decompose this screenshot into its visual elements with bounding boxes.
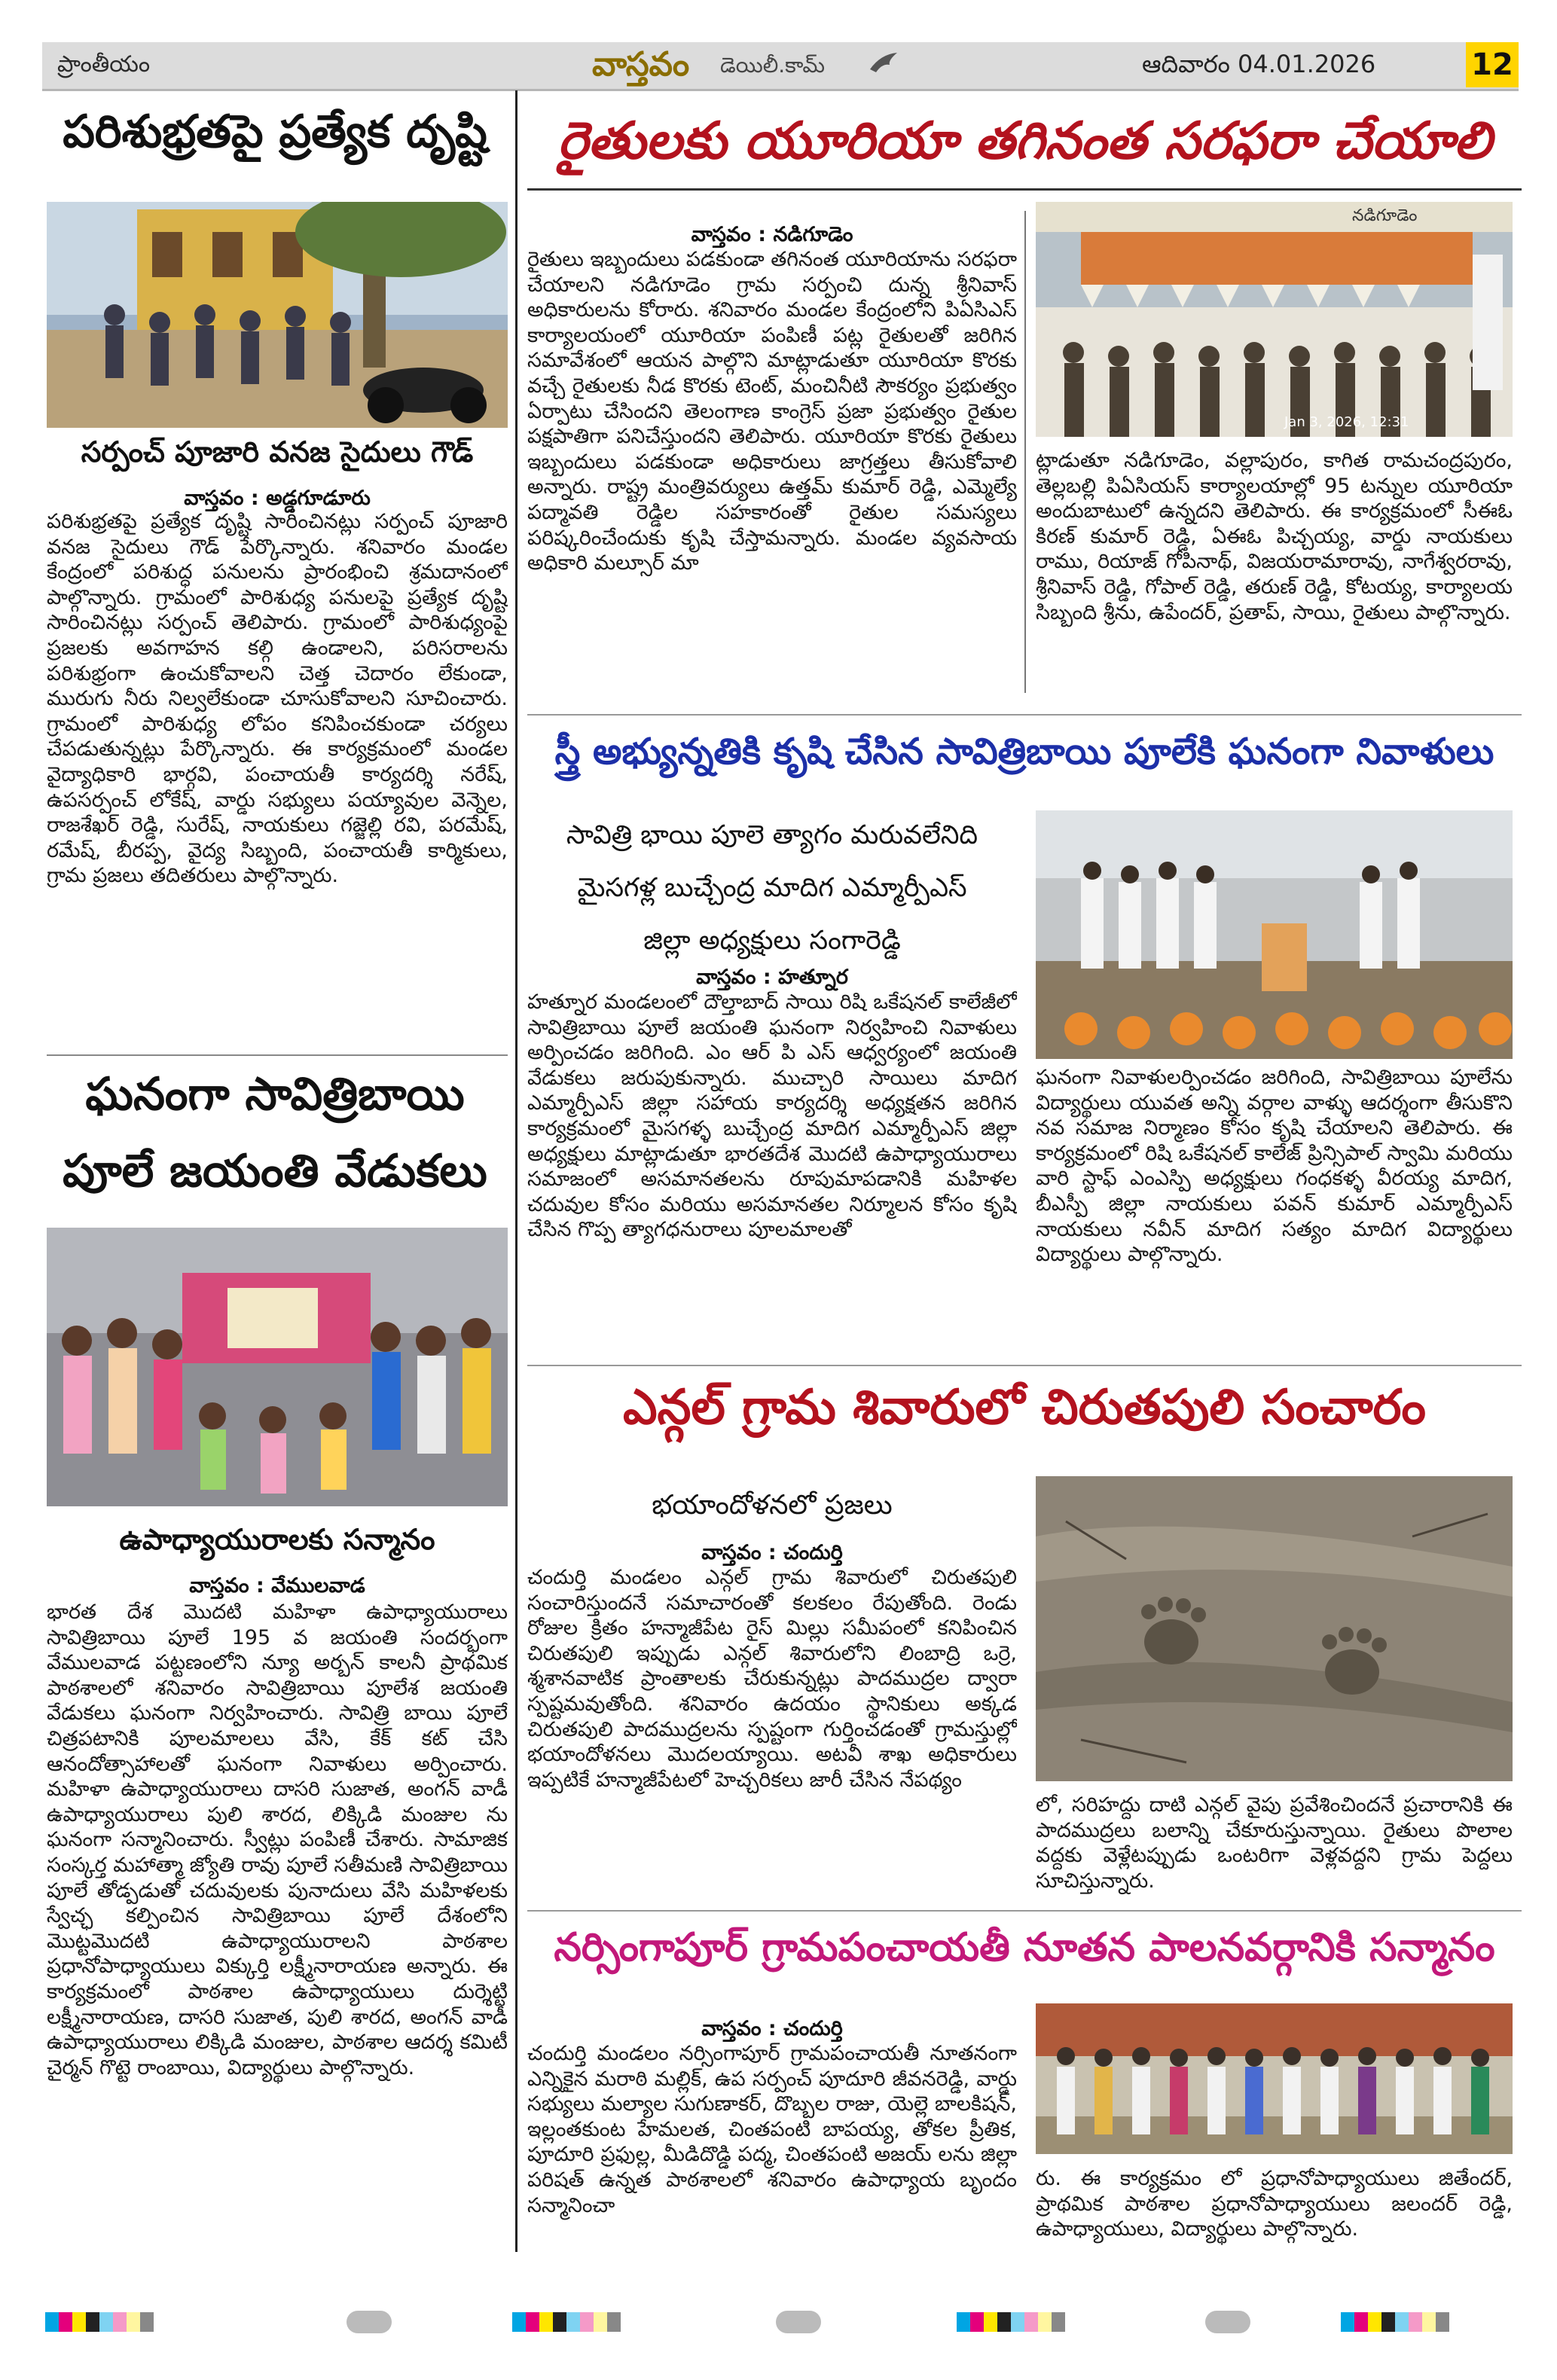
story4-subheading-2: మైసగళ్ల బుచ్చేంద్ర మాదిగ ఎమ్మార్పీఎస్ [577,873,967,903]
story4-subheading-1: సావిత్రి భాయి పూలె త్యాగం మరువలేనిది [566,820,978,850]
story5-headline: ఎన్గల్ గ్రామ శివారులో చిరుతపులి సంచారం [623,1380,1426,1436]
headline-rule [527,188,1522,191]
story2-dateline: వాస్తవం : వేములవాడ [189,1574,365,1597]
story4-body-left: హత్నూర మండలంలో దౌల్తాబాద్ సాయి రిషి ఒకేషనల్ కాలేజీలో సావిత్రిబాయి పూలే జయంతి ఘనంగా నిర్వహించి నివాళులు అర్పించడం జరిగింది. ఎం ఆర్ పి ఎస్ ఆధ్వర్యంలో జయంతి వేడుకలు జరుపుకున్నారు. ముచ్చారి సాయిలు మాదిగ ఎమ్మార్పీఎస్ జిల్లా సహాయ కార్యదర్శి అధ్యక్షతన జరిగిన కార్యక్రమంలో మైసగళ్ళ బుచ్చేంద్ర మాదిగ ఎమ్మార్పీఎస్ జిల్లా అధ్యక్షులు మాట్లాడుతూ భారతదేశ మొదటి ఉపాధ్యాయురాలు సమాజంలో అసమానతలను రూపుమాపడానికి మహిళల చదువుల కోసం మరియు అసమానతల నిర్మూలన కోసం కృషి చేసిన గొప్ప త్యాగధనురాలు పూలమాలతో [527,990,1017,1242]
brand-subtitle: డెయిలీ.కామ్ [720,53,826,78]
story5-subheading: భయాందోళనలో ప్రజలు [652,1490,893,1521]
story3-headline: రైతులకు యూరియా తగినంత సరఫరా చేయాలి [557,111,1491,171]
issue-date: ఆదివారం 04.01.2026 [1142,50,1376,78]
registration-target [776,2311,821,2333]
color-registration-bar [1341,2312,1449,2332]
story5-body-right: లో, సరిహద్దు దాటి ఎన్గల్ వైపు ప్రవేశించిందనే ప్రచారానికి ఈ పాదముద్రలు బలాన్ని చేకూరుస్తున్నాయి. రైతులు పొలాల వద్దకు వెళ్లేటప్పుడు ఒంటరిగా వెళ్లవద్దని గ్రామ పెద్దలు సూచిస్తున్నారు. [1036,1793,1513,1893]
farmers-meeting-photo [1036,202,1513,437]
cleaning-drive-photo [47,202,508,428]
photo-banner-text: నడిగూడెం [1352,206,1418,225]
story4-headline: స్త్రీ అభ్యున్నతికి కృషి చేసిన సావిత్రిబాయి పూలేకి ఘనంగా నివాళులు [554,731,1494,773]
story1-headline: పరిశుభ్రతపై ప్రత్యేక దృష్టి [63,105,487,158]
registration-target [347,2311,392,2333]
story4-subheading-3: జిల్లా అధ్యక్షులు సంగారెడ్డి [643,926,901,956]
story3-photo [1036,202,1513,437]
column-divider [1024,211,1026,693]
story1-body: పరిశుభ్రతపై ప్రత్యేక దృష్టి సారించినట్లు సర్పంచ్ పూజారి వనజ సైదులు గౌడ్ పేర్కొన్నారు. శనివారం మండల కేంద్రంలో పరిశుద్ధ పనులను ప్రారంభించి శ్రమదానంలో పాల్గొన్నారు. గ్రామంలో పారిశుధ్య పనులపై ప్రత్యేక దృష్టి సారించినట్లు సర్పంచ్ తెలిపారు. గ్రామంలో పారిశుధ్యంపై ప్రజలకు అవగాహన కల్గి ఉండాలని, పరిసరాలను పరిశుభ్రంగా ఉంచుకోవాలని చెత్త చెదారం లేకుండా, మురుగు నీరు నిల్వలేకుండా చూసుకోవాలని సూచించారు. గ్రామంలో పారిశుధ్య లోపం కనిపించకుండా చర్యలు చేపడుతున్నట్లు పేర్కొన్నారు. ఈ కార్యక్రమంలో మండల వైద్యాధికారి భార్గవి, పంచాయతీ కార్యదర్శి నరేష్, ఉపసర్పంచ్ లోకేష్, వార్డు సభ్యులు పయ్యావుల వెన్నెల, రాజశేఖర్ రెడ్డి, సురేష్, నాయకులు గజ్జెల్లి రవి, పరమేష్, రమేష్, బీరప్ప, వైద్య సిబ్బంది, పంచాయతీ కార్మికులు, గ్రామ ప్రజలు తదితరులు పాల్గొన్నారు. [47,510,508,888]
photo-timestamp: Jan 3, 2026, 12:31 [1284,414,1409,430]
story6-headline: నర్సింగాపూర్ గ్రామపంచాయతీ నూతన పాలనవర్గానికి సన్మానం [554,1925,1495,1970]
story2-photo [47,1228,508,1506]
section-divider [527,1365,1522,1366]
story1-photo-caption: సర్పంచ్ పూజారి వనజ సైదులు గౌడ్ [81,435,474,468]
story2-photo-caption: ఉపాధ్యాయురాలకు సన్మానం [119,1523,435,1556]
felicitation-group-photo [1036,2003,1513,2154]
section-divider [527,1910,1522,1912]
color-registration-bar [512,2312,621,2332]
registration-target [1205,2311,1250,2333]
tribute-event-photo [1036,810,1513,1059]
story5-body-left: చందుర్తి మండలం ఎన్గల్ గ్రామ శివారులో చిరుతపులి సంచారిస్తుందనే సమాచారంతో కలకలం రేపుతోంది. రెండు రోజుల క్రితం హన్మాజీపేట రైస్ మిల్లు సమీపంలో కనిపించిన చిరుతపులి ఇప్పుడు ఎన్గల్ శివారులోని లింబాద్రి ఒర్రె, శ్మశానవాటిక ప్రాంతాలకు చేరుకున్నట్లు పాదముద్రల ద్వారా స్పష్టమవుతోంది. శనివారం ఉదయం స్థానికులు అక్కడ చిరుతపులి పాదముద్రలను స్పష్టంగా గుర్తించడంతో గ్రామస్తుల్లో భయాందోళనలు మొదలయ్యాయి. అటవీ శాఖ అధికారులు ఇప్పటికే హన్మాజీపేటలో హెచ్చరికలు జారీ చేసిన నేపథ్యం [527,1566,1017,1792]
story4-dateline: వాస్తవం : హత్నూర [696,966,848,989]
masthead [42,42,1519,91]
story6-body-left: చందుర్తి మండలం నర్సింగాపూర్ గ్రామపంచాయతీ నూతనంగా ఎన్నికైన మరాఠి మల్లిక్, ఉప సర్పంచ్ పూదూరి జీవనరెడ్డి, వార్డు సభ్యులు మల్యాల సుగుణాకర్, దొబ్బల రాజు, యెల్లె బాలకిషన్, ఇల్లంతకుంట హేమలత, చింతపంటి బాపయ్య, తోకల ప్రీతిక, పూదూరి ప్రఫుల్ల, మీడిదొడ్డి పద్మ, చింతపంటి అజయ్ లను జిల్లా పరిషత్ ఉన్నత పాఠశాలలో శనివారం ఉపాధ్యాయ బృందం సన్మానించా [527,2042,1017,2217]
pugmarks-photo [1036,1476,1513,1781]
children-celebration-photo [47,1228,508,1506]
story6-photo [1036,2003,1513,2154]
story1-dateline: వాస్తవం : అడ్డగూడూరు [184,487,371,510]
page-number: 12 [1466,42,1519,87]
color-registration-bar [957,2312,1065,2332]
section-divider [47,1054,508,1056]
story2-headline-line2: పూలే జయంతి వేడుకలు [63,1145,487,1198]
story6-dateline: వాస్తవం : చందుర్తి [701,2017,843,2040]
story2-headline-line1: ఘనంగా సావిత్రిబాయి [85,1068,465,1121]
color-registration-bar [45,2312,154,2332]
story4-photo [1036,810,1513,1059]
story2-body: భారత దేశ మొదటి మహిళా ఉపాధ్యాయురాలు సావిత్రిబాయి పూలే 195 వ జయంతి సందర్భంగా వేములవాడ పట్టణంలోని న్యూ అర్బన్ కాలనీ ప్రాథమిక పాఠశాలలో శనివారం సావిత్రిబాయి పూలేశ జయంతి వేడుకలు ఘనంగా నిర్వహించారు. సావిత్రి బాయి పూలే చిత్రపటానికి పూలమాలలు వేసి, కేక్ కట్ చేసి ఆనందోత్సాహాలతో ఘనంగా నివాళులు అర్పించారు. మహిళా ఉపాధ్యాయురాలు దాసరి సుజాత, అంగన్ వాడీ ఉపాధ్యాయురాలు పులి శారద, లిక్కిడి మంజుల ను ఘనంగా సన్మానించారు. స్వీట్లు పంపిణీ చేశారు. సామాజిక సంస్కర్త మహాత్మా జ్యోతి రావు పూలే సతీమణి సావిత్రిబాయి పూలే తోడ్పడుతో చదువులకు పునాదులు వేసి మహిళలకు స్వేచ్ఛ కల్పించిన సావిత్రిబాయి పూలే దేశంలోని మొట్టమొదటి ఉపాధ్యాయురాలని పాఠశాల ప్రధానోపాధ్యాయులు విక్కుర్తి లక్ష్మీనారాయణ అన్నారు. ఈ కార్యక్రమంలో పాఠశాల ఉపాధ్యాయులు దుర్శెట్టి లక్ష్మీనారాయణ, దాసరి సుజాత, పులి శారద, అంగన్ వాడీ ఉపాధ్యాయురాలు లిక్కిడి మంజుల, పాఠశాల ఆదర్శ కమిటీ చైర్మన్ గొట్టె రాంబాయి, విద్యార్థులు పాల్గొన్నారు. [47,1600,508,2079]
story4-body-right: ఘనంగా నివాళులర్పించడం జరిగింది, సావిత్రిబాయి పూలేను విద్యార్థులు యువత అన్ని వర్గాల వాళ్ళు ఆదర్శంగా తీసుకొని నవ సమాజ నిర్మాణం కోసం కృషి చేయాలని తెలిపారు. ఈ కార్యక్రమంలో రిషి ఒకేషనల్ కాలేజ్ ప్రిన్సిపాల్ స్వామి మరియు వారి స్టాఫ్ ఎంఎస్పి అధ్యక్షులు గంధకళ్ళ వీరయ్య మాదిగ, బీఎస్పీ జిల్లా నాయకులు పవన్ కుమార్ ఎమ్మార్పీఎస్ నాయకులు నవీన్ మాదిగ సత్యం మాదిగ విద్యార్థులు విద్యార్థులు పాల్గొన్నారు. [1036,1066,1513,1267]
column-divider [515,90,517,2252]
story3-dateline: వాస్తవం : నడిగూడెం [691,223,853,246]
story3-body-right: ట్లాడుతూ నడిగూడెం, వల్లాపురం, కాగిత రామచంద్రపురం, తెల్లబల్లి పిఏసియస్ కార్యాలయాల్లో 95 టన్నుల యూరియా అందుబాటులో ఉన్నదని తెలిపారు. ఈ కార్యక్రమంలో సీఈఓ కిరణ్ కుమార్ రెడ్డి, ఏఈఓ పిచ్చయ్య, వార్డు నాయకులు రాము, రియాజ్ గోపినాథ్, విజయరామారావు, నాగేశ్వరరావు, శ్రీనివాస్ రెడ్డి, గోపాల్ రెడ్డి, తరుణ్ రెడ్డి, కోటయ్య, కార్యాలయ సిబ్బంది శ్రీను, ఉపేందర్, ప్రతాప్, సాయి, రైతులు పాల్గొన్నారు. [1036,449,1513,624]
story1-photo [47,202,508,428]
story6-body-right: రు. ఈ కార్యక్రమం లో ప్రధానోపాధ్యాయులు జితేందర్, ప్రాథమిక పాఠశాల ప్రధానోపాధ్యాయులు జలందర్ రెడ్డి, ఉపాధ్యాయులు, విద్యార్థులు పాల్గొన్నారు. [1036,2167,1513,2241]
bird-icon [867,50,900,80]
story5-photo [1036,1476,1513,1781]
story3-body-left: రైతులు ఇబ్బందులు పడకుండా తగినంత యూరియాను సరఫరా చేయాలని నడిగూడెం గ్రామ సర్పంచి దున్న శ్రీనివాస్ అధికారులను కోరారు. శనివారం మండల కేంద్రంలోని పిఏసిఎస్ కార్యాలయంలో యూరియా పంపిణీ పట్ల రైతులతో జరిగిన సమావేశంలో ఆయన పాల్గొని మాట్లాడుతూ యూరియా కొరకు వచ్చే రైతులకు నీడ కొరకు టెంట్, మంచినీటి సౌకర్యం ప్రభుత్వం ఏర్పాటు చేసిందని తెలంగాణ కాంగ్రెస్ ప్రజా ప్రభుత్వం రైతుల పక్షపాతిగా పనిచేస్తుందని తెలిపారు. యూరియా కొరకు రైతులు ఇబ్బందులు పడకుండా అధికారులు జాగ్రత్తలు తీసుకోవాలి అన్నారు. రాష్ట్ర మంత్రివర్యులు ఉత్తమ్ కుమార్ రెడ్డి, ఎమ్మెల్యే పద్మావతి రెడ్డిల సహకారంతో రైతుల సమస్యలు పరిష్కరించేందుకు కృషి చేస్తామన్నారు. మండల వ్యవసాయ అధికారి మల్సూర్ మా [527,248,1017,575]
story5-dateline: వాస్తవం : చందుర్తి [701,1541,843,1564]
brand-logo: వాస్తవం [592,45,690,84]
section-name: ప్రాంతీయం [57,51,151,78]
section-divider [527,714,1522,716]
